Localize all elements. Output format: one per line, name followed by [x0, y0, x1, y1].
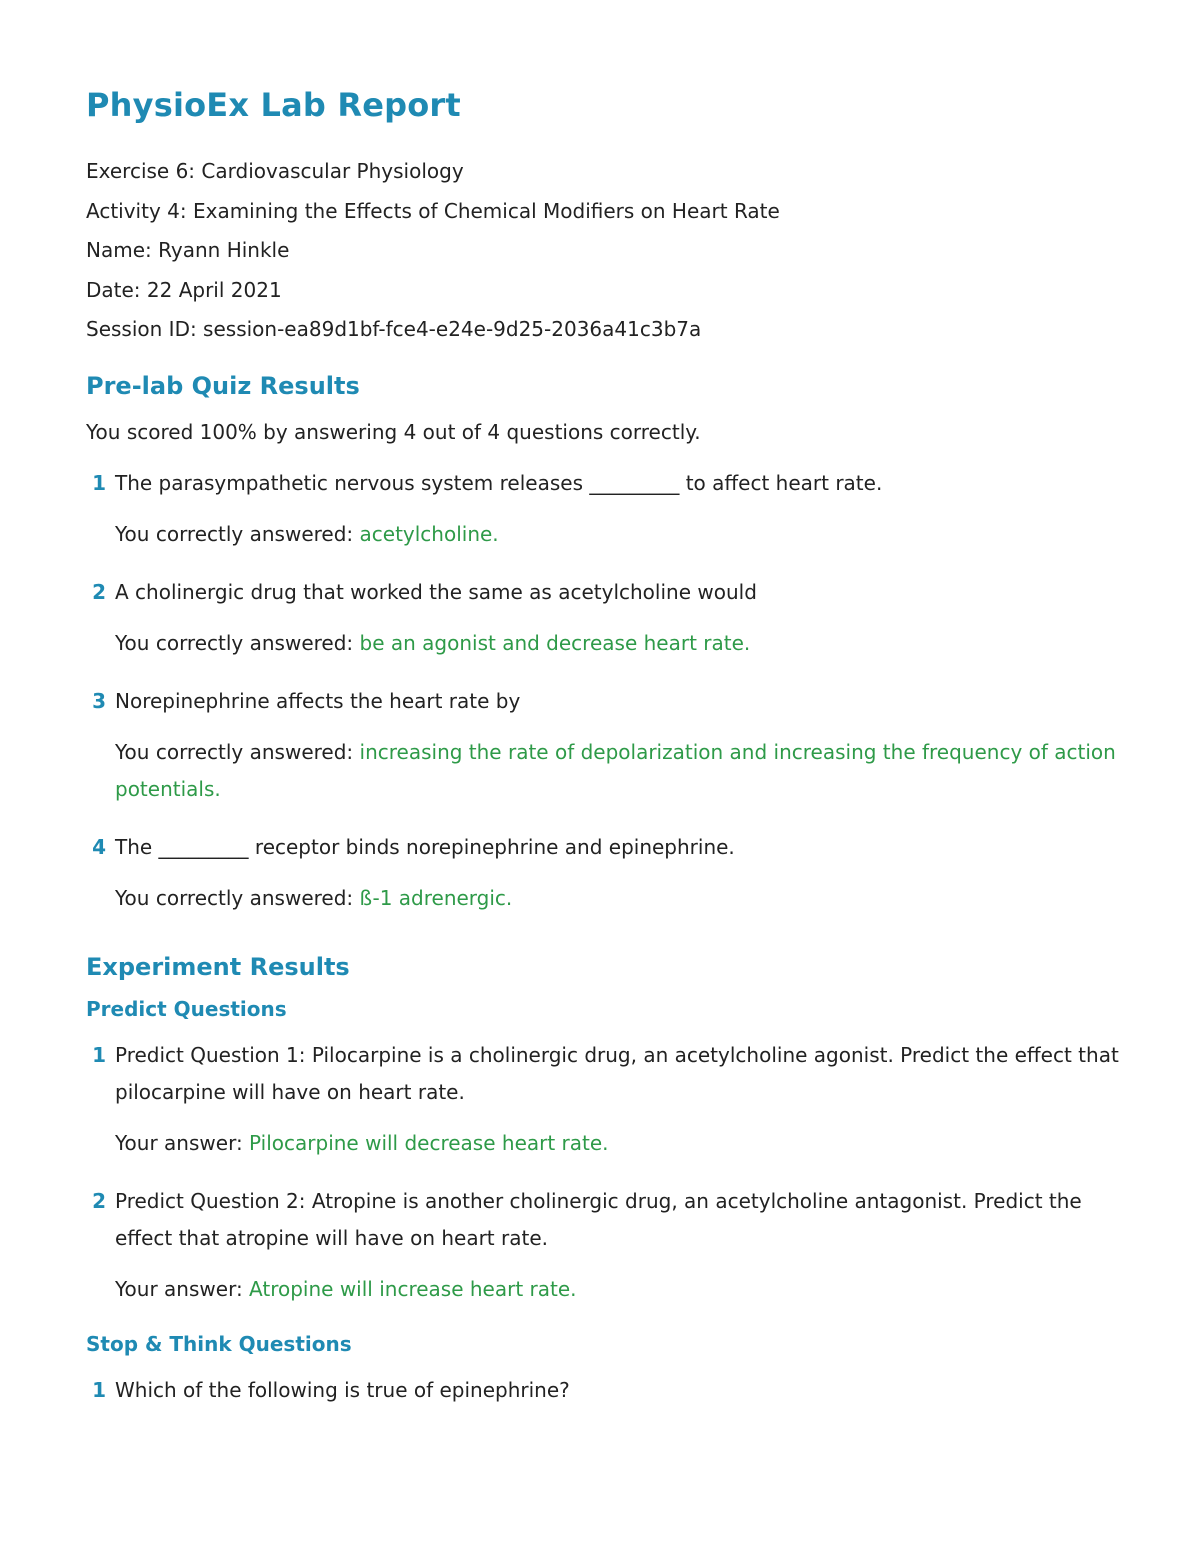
predict-question: [86, 1183, 1136, 1308]
prelab-question-list: [86, 465, 1136, 917]
lab-report-page: [86, 80, 1136, 1409]
prelab-question: [86, 683, 1136, 808]
answer-value: Atropine will increase heart rate.: [249, 1276, 577, 1301]
question-number: 3: [92, 688, 106, 713]
question-number: 1: [92, 1377, 106, 1402]
predict-question-list: [86, 1037, 1136, 1308]
answer-prefix: Your answer:: [115, 1130, 250, 1155]
answer-value: Pilocarpine will decrease heart rate.: [249, 1130, 609, 1155]
prelab-score: You scored 100% by answering 4 out of 4 questions correctly.: [86, 419, 701, 444]
stop-think-question: [86, 1372, 1136, 1409]
stop-think-question-list: [86, 1372, 1136, 1409]
question-text: The _________ receptor binds norepinephrine and epinephrine.: [115, 834, 735, 859]
predict-questions-heading: Predict Questions: [86, 996, 287, 1021]
question-answer: [86, 625, 1136, 662]
answer-value: be an agonist and decrease heart rate.: [359, 630, 751, 655]
question-answer: [86, 1125, 1136, 1162]
answer-prefix: Your answer:: [115, 1276, 250, 1301]
question-number: 2: [92, 1188, 106, 1213]
predict-question: [86, 1037, 1136, 1162]
stop-think-heading: Stop & Think Questions: [86, 1331, 352, 1356]
question-answer: [86, 734, 1136, 808]
answer-prefix: You correctly answered:: [115, 521, 360, 546]
question-text: Which of the following is true of epinephrine?: [115, 1377, 570, 1402]
answer-prefix: You correctly answered:: [115, 885, 360, 910]
question-text: A cholinergic drug that worked the same as acetylcholine would: [115, 579, 757, 604]
prelab-question: [86, 574, 1136, 662]
answer-prefix: You correctly answered:: [115, 739, 360, 764]
prelab-heading: Pre-lab Quiz Results: [86, 371, 360, 400]
question-text: The parasympathetic nervous system releases _________ to affect heart rate.: [115, 470, 883, 495]
answer-value: increasing the rate of depolarization and increasing the frequency of action potentials.: [115, 739, 1116, 801]
session-id-line: Session ID: session-ea89d1bf-fce4-e24e-9d25-2036a41c3b7a: [86, 317, 702, 341]
question-number: 2: [92, 579, 106, 604]
question-number: 1: [92, 470, 106, 495]
question-answer: [86, 1271, 1136, 1308]
name-line: Name: Ryann Hinkle: [86, 238, 290, 262]
activity-line: Activity 4: Examining the Effects of Chemical Modifiers on Heart Rate: [86, 198, 780, 223]
exercise-line: Exercise 6: Cardiovascular Physiology: [86, 159, 464, 183]
answer-prefix: You correctly answered:: [115, 630, 360, 655]
date-line: Date: 22 April 2021: [86, 277, 282, 302]
question-number: 4: [92, 834, 106, 859]
question-text: Predict Question 1: Pilocarpine is a cholinergic drug, an acetylcholine agonist. Predict the effect that pilocarpine will have on heart rate.: [115, 1042, 1119, 1104]
prelab-question: [86, 465, 1136, 553]
prelab-question: [86, 829, 1136, 917]
experiment-heading: Experiment Results: [86, 952, 350, 981]
answer-value: acetylcholine.: [359, 521, 499, 546]
question-answer: [86, 880, 1136, 917]
answer-value: ß-1 adrenergic.: [359, 885, 513, 910]
question-text: Norepinephrine affects the heart rate by: [115, 688, 521, 713]
page-title: PhysioEx Lab Report: [86, 86, 461, 124]
question-answer: [86, 516, 1136, 553]
question-number: 1: [92, 1042, 106, 1067]
question-text: Predict Question 2: Atropine is another cholinergic drug, an acetylcholine antagonist. Predict the effect that atropine will have on heart rate.: [115, 1188, 1082, 1250]
report-meta: [86, 152, 1136, 350]
